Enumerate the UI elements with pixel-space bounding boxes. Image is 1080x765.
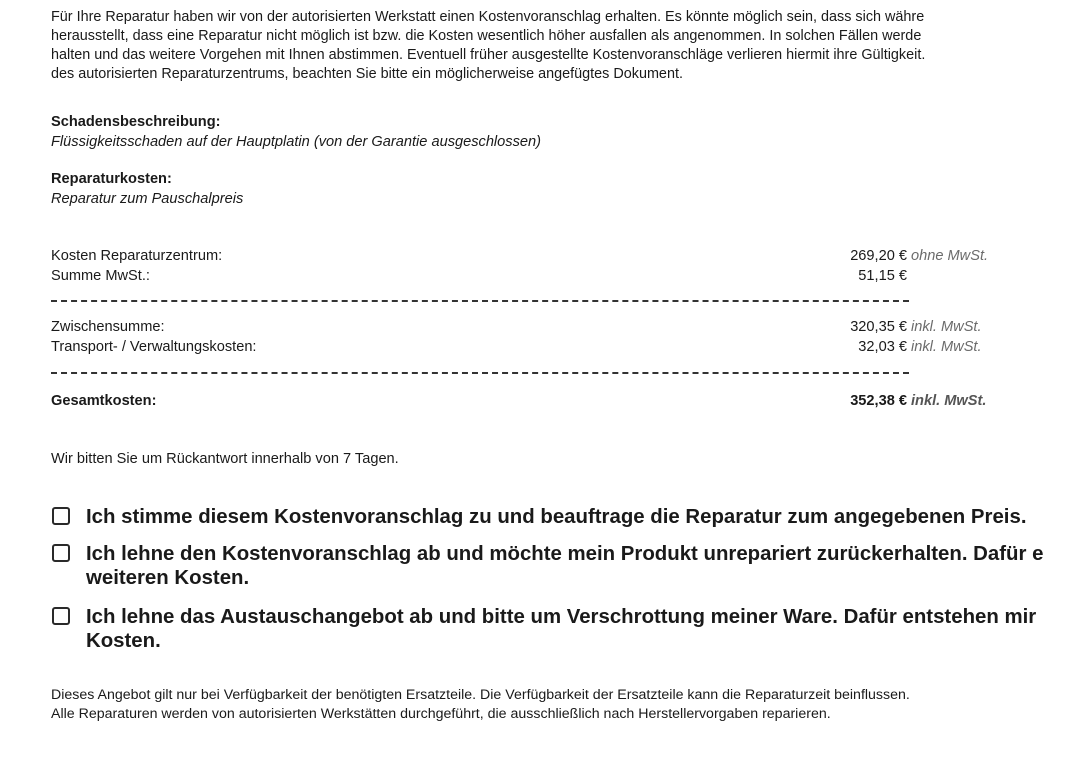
repair-type: Reparatur zum Pauschalpreis: [51, 191, 244, 207]
footer-line: Alle Reparaturen werden von autorisierten Werkstätten durchgeführt, die ausschließlich nach Herstellervorgaben reparieren.: [51, 706, 831, 722]
option-line: Ich stimme diesem Kostenvoranschlag zu und beauftrage die Reparatur zum angegebenen Preis.: [86, 506, 1027, 528]
option-line: weiteren Kosten.: [86, 567, 250, 589]
cost-row-total: [51, 392, 987, 411]
cost-row-vat: [51, 267, 911, 286]
tax-note: inkl. MwSt.: [911, 339, 982, 355]
tax-note: inkl. MwSt.: [911, 319, 982, 335]
accept-checkbox[interactable]: [52, 507, 70, 525]
option-line: Kosten.: [86, 630, 161, 652]
cost-label: Kosten Reparaturzentrum:: [51, 248, 223, 264]
decline-scrap-checkbox[interactable]: [52, 607, 70, 625]
cost-value: 32,03 €: [858, 339, 907, 355]
dashed-divider: [51, 300, 909, 302]
intro-line: des autorisierten Reparaturzentrums, beachten Sie bitte ein möglicherweise angefügtes Dokument.: [51, 66, 683, 82]
reply-deadline-note: Wir bitten Sie um Rückantwort innerhalb von 7 Tagen.: [51, 451, 399, 467]
option-label: [86, 542, 1080, 590]
cost-estimate-document: [51, 0, 1080, 765]
tax-note: inkl. MwSt.: [911, 393, 987, 409]
total-label: Gesamtkosten:: [51, 393, 157, 409]
cost-row-repair-center: [51, 247, 989, 266]
cost-label: Summe MwSt.:: [51, 268, 150, 284]
option-label: [86, 505, 1080, 529]
repair-costs-heading: Reparaturkosten:: [51, 171, 172, 187]
footer-line: Dieses Angebot gilt nur bei Verfügbarkeit der benötigten Ersatzteile. Die Verfügbarkeit der Ersatzteile kann die Reparaturzeit beinflussen.: [51, 687, 910, 703]
option-label: [86, 605, 1080, 653]
cost-value: 269,20 €: [850, 248, 907, 264]
total-value: 352,38 €: [850, 393, 907, 409]
tax-note: ohne MwSt.: [911, 248, 989, 264]
intro-line: herausstellt, dass eine Reparatur nicht möglich ist bzw. die Kosten wesentlich höher ausfallen als angenommen. In solchen Fällen werde: [51, 28, 922, 44]
option-line: Ich lehne das Austauschangebot ab und bitte um Verschrottung meiner Ware. Dafür entstehen mir: [86, 606, 1037, 628]
footer-note: [51, 686, 1080, 724]
decline-return-checkbox[interactable]: [52, 544, 70, 562]
cost-label: Zwischensumme:: [51, 319, 165, 335]
damage-description: Flüssigkeitsschaden auf der Hauptplatin (von der Garantie ausgeschlossen): [51, 134, 541, 150]
damage-heading: Schadensbeschreibung:: [51, 114, 221, 130]
option-line: Ich lehne den Kostenvoranschlag ab und möchte mein Produkt unrepariert zurückerhalten. Dafür e: [86, 543, 1044, 565]
cost-value: 51,15 €: [858, 268, 907, 284]
dashed-divider: [51, 372, 909, 374]
cost-value: 320,35 €: [850, 319, 907, 335]
cost-row-transport: [51, 338, 982, 357]
intro-paragraph: [51, 8, 1080, 84]
cost-row-subtotal: [51, 318, 982, 337]
cost-label: Transport- / Verwaltungskosten:: [51, 339, 257, 355]
intro-line: halten und das weitere Vorgehen mit Ihnen abstimmen. Eventuell früher ausgestellte Kostenvoranschläge verlieren hiermit ihre Gültigkeit.: [51, 47, 926, 63]
intro-line: Für Ihre Reparatur haben wir von der autorisierten Werkstatt einen Kostenvoranschlag erhalten. Es könnte möglich sein, dass sich währe: [51, 9, 925, 25]
